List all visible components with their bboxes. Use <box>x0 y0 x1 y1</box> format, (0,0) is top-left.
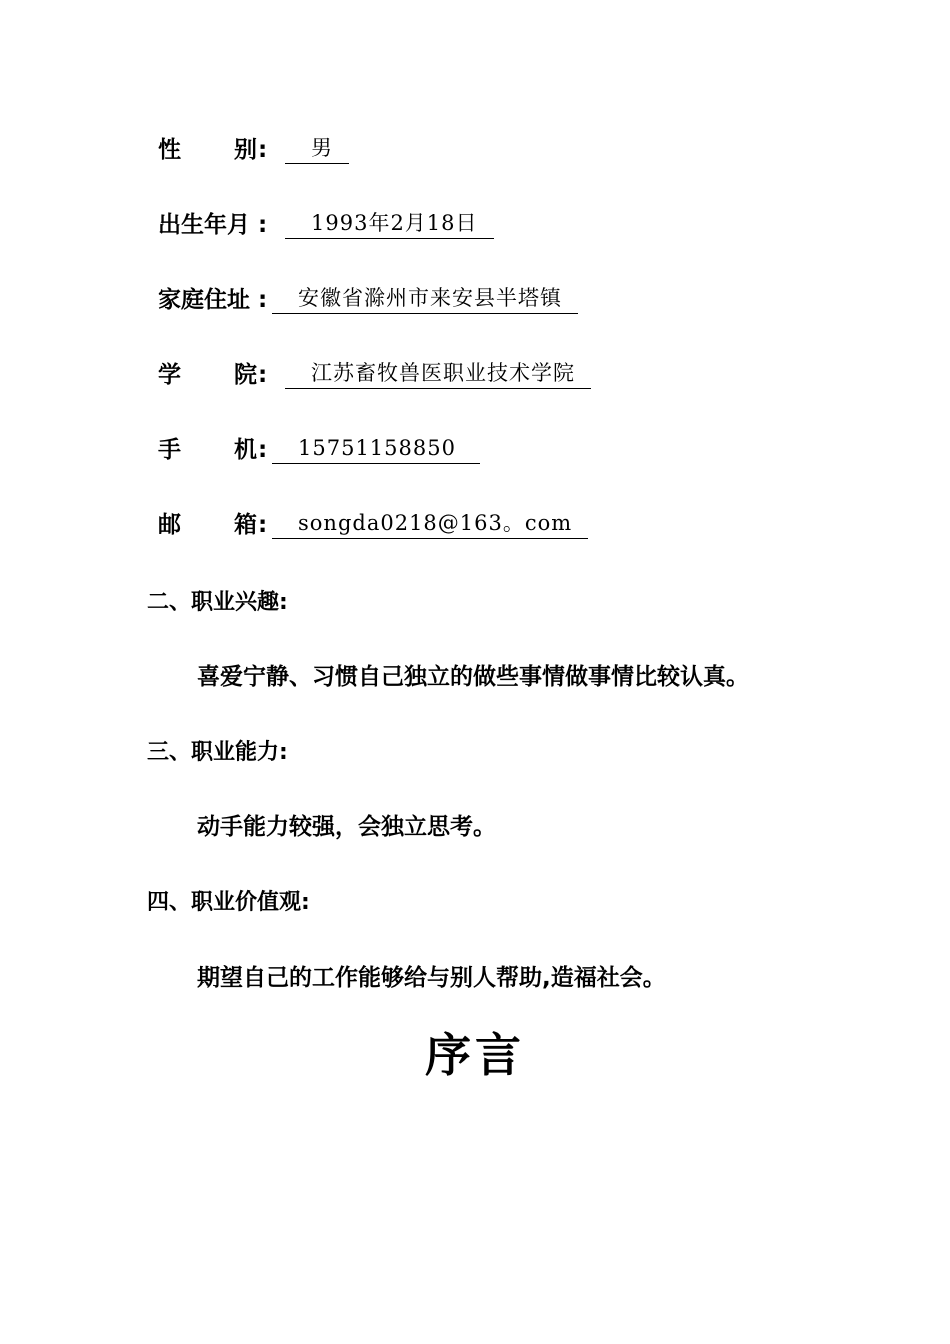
section-body-interest: 喜爱宁静、习惯自己独立的做些事情做事情比较认真。 <box>197 664 749 690</box>
field-label-a: 邮 <box>158 512 181 538</box>
section-heading-interest: 二、职业兴趣: <box>147 590 288 615</box>
field-value: 15751158850 <box>272 433 480 464</box>
field-colon: : <box>258 437 268 463</box>
field-label-a: 性 <box>158 137 181 163</box>
field-colon: : <box>258 137 268 163</box>
field-label-a: 家庭住址 <box>158 287 250 313</box>
field-label-b: 箱 <box>234 512 257 538</box>
section-body-values: 期望自己的工作能够给与别人帮助,造福社会。 <box>197 965 666 991</box>
field-colon: : <box>258 287 268 313</box>
field-label-b: 机 <box>234 437 257 463</box>
preface-title: 序言 <box>425 1028 525 1082</box>
field-colon: : <box>258 212 268 238</box>
field-value: 江苏畜牧兽医职业技术学院 <box>285 358 591 389</box>
section-body-ability: 动手能力较强，会独立思考。 <box>197 814 496 840</box>
field-colon: : <box>258 362 268 388</box>
field-value: 男 <box>285 133 349 164</box>
field-label-a: 学 <box>158 362 181 388</box>
section-heading-ability: 三、职业能力: <box>147 740 288 765</box>
field-label-a: 手 <box>158 437 181 463</box>
field-label-b: 别 <box>234 137 257 163</box>
field-colon: : <box>258 512 268 538</box>
field-value: 安徽省滁州市来安县半塔镇 <box>272 283 578 314</box>
field-label-b: 院 <box>234 362 257 388</box>
section-heading-values: 四、职业价值观: <box>147 890 310 915</box>
field-label-a: 出生年月 <box>158 212 250 238</box>
field-value: songda0218@163。com <box>272 508 588 539</box>
field-value: 1993年2月18日 <box>285 208 494 239</box>
